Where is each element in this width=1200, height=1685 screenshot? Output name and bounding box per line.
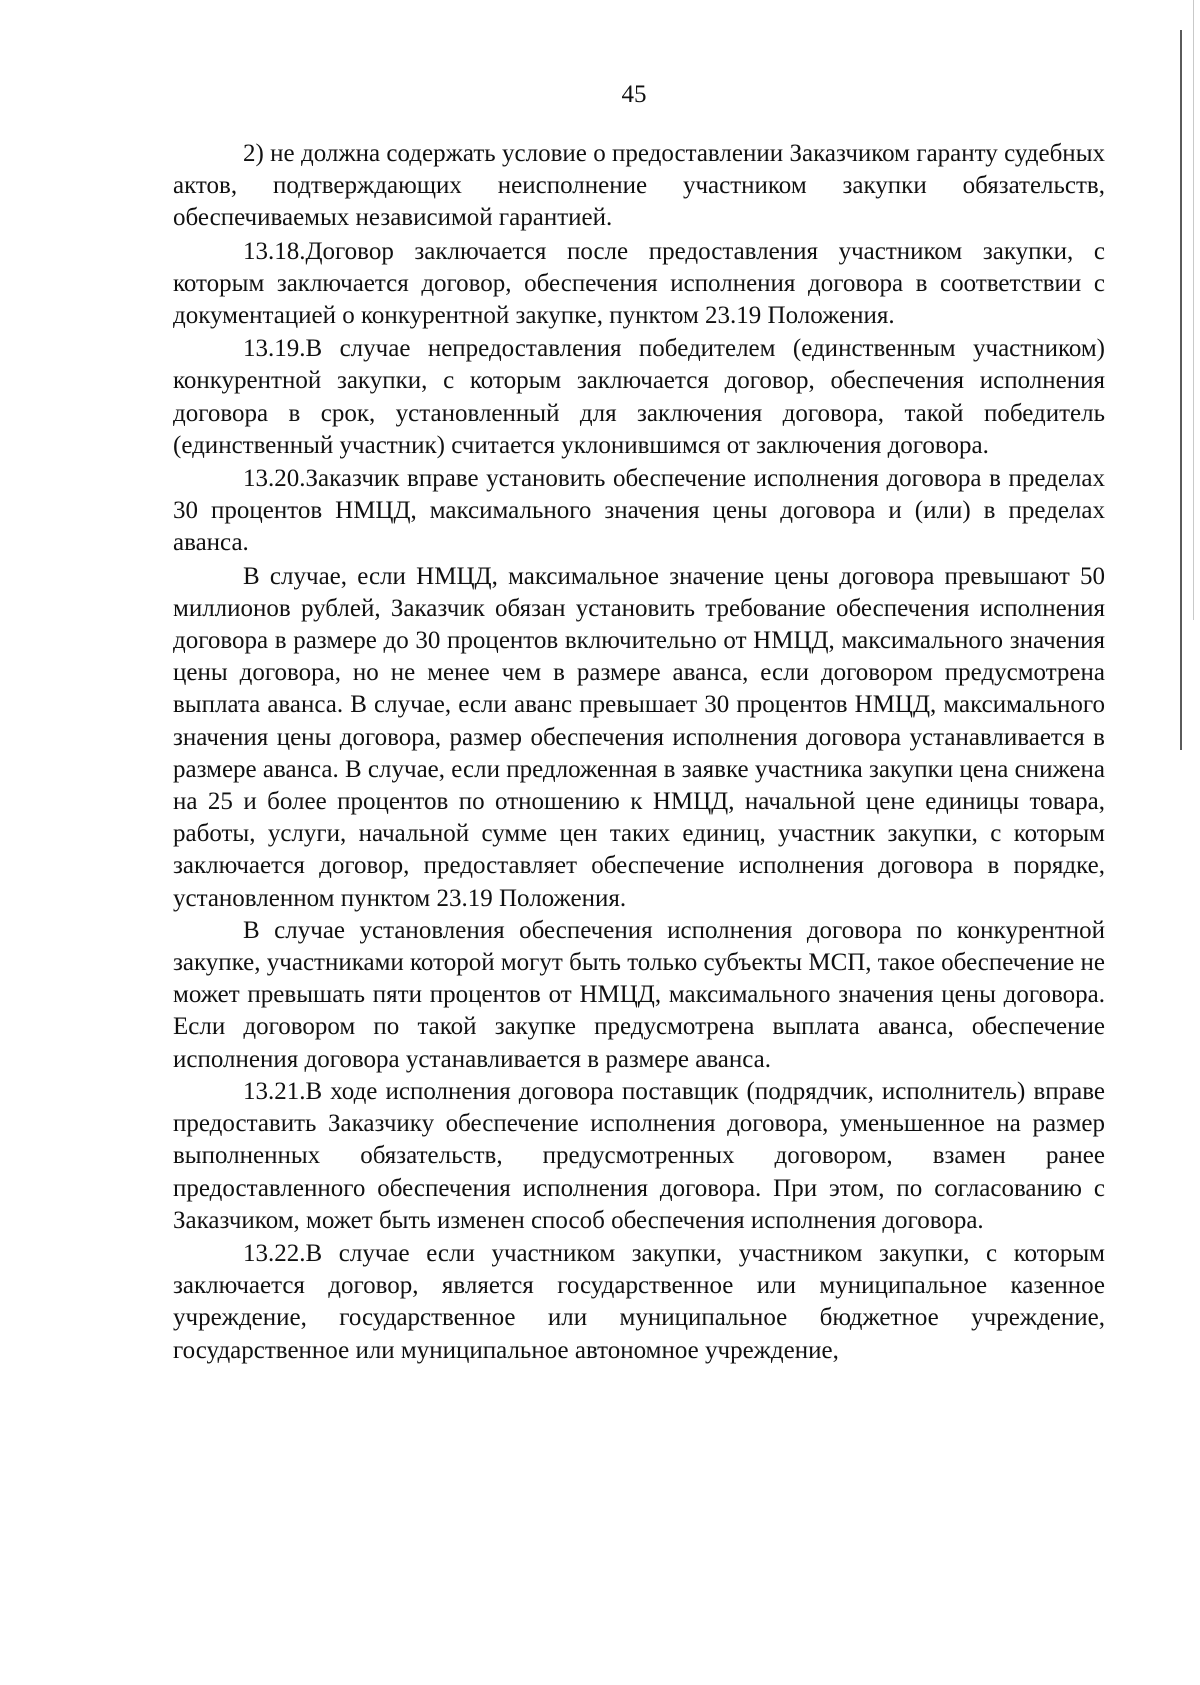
paragraph-13-20: 13.20.Заказчик вправе установить обеспечение исполнения договора в пределах 30 процентов НМЦД, максимального значения цены договора и (или) в пределах аванса. xyxy=(173,465,1105,557)
scan-edge-line xyxy=(1180,30,1182,750)
paragraph-13-19: 13.19.В случае непредоставления победителем (единственным участником) конкурентной закупки, с которым заключается договор, обеспечения исполнения договора в срок, установленный для заключения договора, такой победитель (единственный участник) считается уклонившимся от заключения договора. xyxy=(173,335,1105,459)
paragraph-13-20-msp: В случае установления обеспечения исполнения договора по конкурентной закупке, участниками которой могут быть только субъекты МСП, такое обеспечение не может превышать пяти процентов от НМЦД, максимального значения цены договора. Если договором по такой закупке предусмотрена выплата аванса, обеспечение исполнения договора устанавливается в размере аванса. xyxy=(173,916,1105,1073)
paragraph-13-18: 13.18.Договор заключается после предоставления участником закупки, с которым заключается договор, обеспечения исполнения договора в соответствии с документацией о конкурентной закупке, пунктом 23.19 Положения. xyxy=(173,237,1105,330)
paragraph-13-20-nmcd: В случае, если НМЦД, максимальное значение цены договора превышают 50 миллионов рублей, Заказчик обязан установить требование обеспечения исполнения договора в размере до 30 процентов включительно от НМЦД, максимального значения цены договора, но не менее чем в размере аванса, если договором предусмотрена выплата аванса. В случае, если аванс превышает 30 процентов НМЦД, максимального значения цены договора, размер обеспечения исполнения договора устанавливается в размере аванса. В случае, если предложенная в заявке участника закупки цена снижена на 25 и более процентов по отношению к НМЦД, начальной цене единицы товара, работы, услуги, начальной сумме цен таких единиц, участник закупки, с которым заключается договор, предоставляет обеспечение исполнения договора в порядке, установленном пунктом 23.19 Положения. xyxy=(173,562,1105,912)
paragraph-13-21: 13.21.В ходе исполнения договора поставщик (подрядчик, исполнитель) вправе предоставить Заказчику обеспечение исполнения договора, уменьшенное на размер выполненных обязательств, предусмотренных договором, взамен ранее предоставленного обеспечения исполнения договора. При этом, по согласованию с Заказчиком, может быть изменен способ обеспечения исполнения договора. xyxy=(173,1077,1105,1234)
paragraph-13-22: 13.22.В случае если участником закупки, участником закупки, с которым заключается договор, является государственное или муниципальное казенное учреждение, государственное или муниципальное бюджетное учреждение, государственное или муниципальное автономное учреждение, xyxy=(173,1239,1105,1364)
document-body xyxy=(173,138,1105,1367)
page-number: 45 xyxy=(621,81,647,108)
paragraph-guarantee-item-2: 2) не должна содержать условие о предоставлении Заказчиком гаранту судебных актов, подтверждающих неисполнение участником закупки обязательств, обеспечиваемых независимой гарантией. xyxy=(173,140,1105,232)
